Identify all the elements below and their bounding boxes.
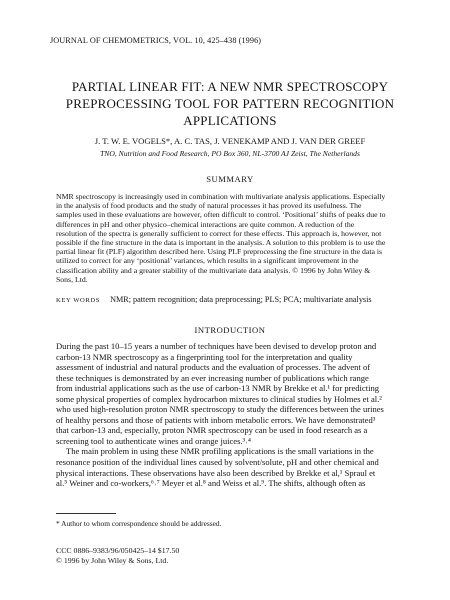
body-line: screening tool to authenticate wines and orange juices.³˒⁴ (56, 435, 251, 446)
introduction-text (56, 341, 384, 489)
journal-header: JOURNAL OF CHEMOMETRICS, VOL. 10, 425–438 (1996) (50, 36, 262, 45)
body-line: some physical properties of complex hydrocarbon mixtures to clinical studies by Holmes et al.² (56, 393, 382, 404)
title-line: PREPROCESSING TOOL FOR PATTERN RECOGNITION (65, 96, 395, 111)
introduction-heading: INTRODUCTION (194, 325, 266, 335)
title-line: PARTIAL LINEAR FIT: A NEW NMR SPECTROSCOPY (71, 79, 389, 94)
summary-line: in the analysis of food products and the study of natural processes it has proved its usefulness. The (56, 201, 362, 211)
summary-line: differences in pH and other physico–chemical interactions are quite common. A reduction of the (56, 219, 355, 229)
footnote-rule (56, 513, 116, 514)
summary-line: possible if the fine structure in the data is important in the analysis. A solution to this problem is to use the (56, 238, 386, 248)
summary-line: utilized to correct for any ‘positional’ variances, which results in a significant improvement in the (56, 256, 359, 266)
body-line: these techniques is demonstrated by an ever increasing number of publications which range (56, 372, 369, 383)
summary-text (56, 192, 386, 284)
body-line: resonance position of the individual lines caused by solvent/solute, pH and other chemical and (56, 457, 379, 468)
summary-line: resolution of the spectra is generally sufficient to correct for these effects. This approach is, however, not (56, 228, 382, 238)
summary-heading: SUMMARY (206, 174, 254, 184)
summary-line: classification ability and a greater stability of the multivariate data analysis. © 1996 by John Wiley & (56, 265, 371, 275)
body-line: assessment of industrial and natural products and the evaluation of processes. The advent of (56, 362, 371, 373)
summary-line: partial linear fit (PLF) algorithm described here. Using PLF preprocessing the fine structure in the data is (56, 247, 383, 257)
summary-line: samples used in these evaluations are however, often difficult to control. ‘Positional’ shifts of peaks due to (56, 210, 386, 220)
summary-line: Sons, Ltd. (56, 274, 88, 284)
copyright-line: © 1996 by John Wiley & Sons, Ltd. (56, 556, 169, 565)
affiliation: TNO, Nutrition and Food Research, PO Box 360, NL-3700 AJ Zeist, The Netherlands (100, 149, 360, 158)
body-line: that carbon-13 and, especially, proton NMR spectroscopy can be used in food research as a (56, 425, 368, 436)
body-line: from industrial applications such as the use of carbon-13 NMR by Brekke et al.¹ for predicting (56, 383, 379, 394)
title-line: APPLICATIONS (183, 113, 277, 128)
body-line: physical interactions. These observations have also been described by Brekke et al,¹ Spraul et (56, 467, 376, 478)
footnote: * Author to whom correspondence should be addressed. (56, 519, 222, 528)
author-list: J. T. W. E. VOGELS*, A. C. TAS, J. VENEKAMP AND J. VAN DER GREEF (94, 136, 366, 146)
body-line: carbon-13 NMR spectroscopy as a fingerprinting tool for the interpretation and quality (56, 351, 353, 362)
copyright-block (56, 546, 179, 566)
body-line: of healthy persons and those of patients with inborn metabolic errors. We have demonstrated³ (56, 414, 376, 425)
keywords-text: NMR; pattern recognition; data preprocessing; PLS; PCA; multivariate analysis (110, 295, 372, 304)
keywords-row (56, 295, 372, 304)
article-title (40, 78, 420, 129)
body-line: During the past 10–15 years a number of techniques have been devised to develop proton and (56, 341, 377, 351)
body-line: The main problem in using these NMR profiling applications is the small variations in the (66, 446, 374, 457)
keywords-label: KEY WORDS (56, 297, 101, 304)
body-line: who used high-resolution proton NMR spectroscopy to study the differences between the urines (56, 404, 384, 415)
ccc-code: CCC 0886–9383/96/050425–14 $17.50 (56, 546, 180, 555)
body-line: al.⁵ Weiner and co-workers,⁶˒⁷ Meyer et al.⁸ and Weiss et al.⁹. The shifts, although often as (56, 478, 366, 489)
summary-line: NMR spectroscopy is increasingly used in combination with multivariate analysis applications. Especially (56, 192, 386, 201)
